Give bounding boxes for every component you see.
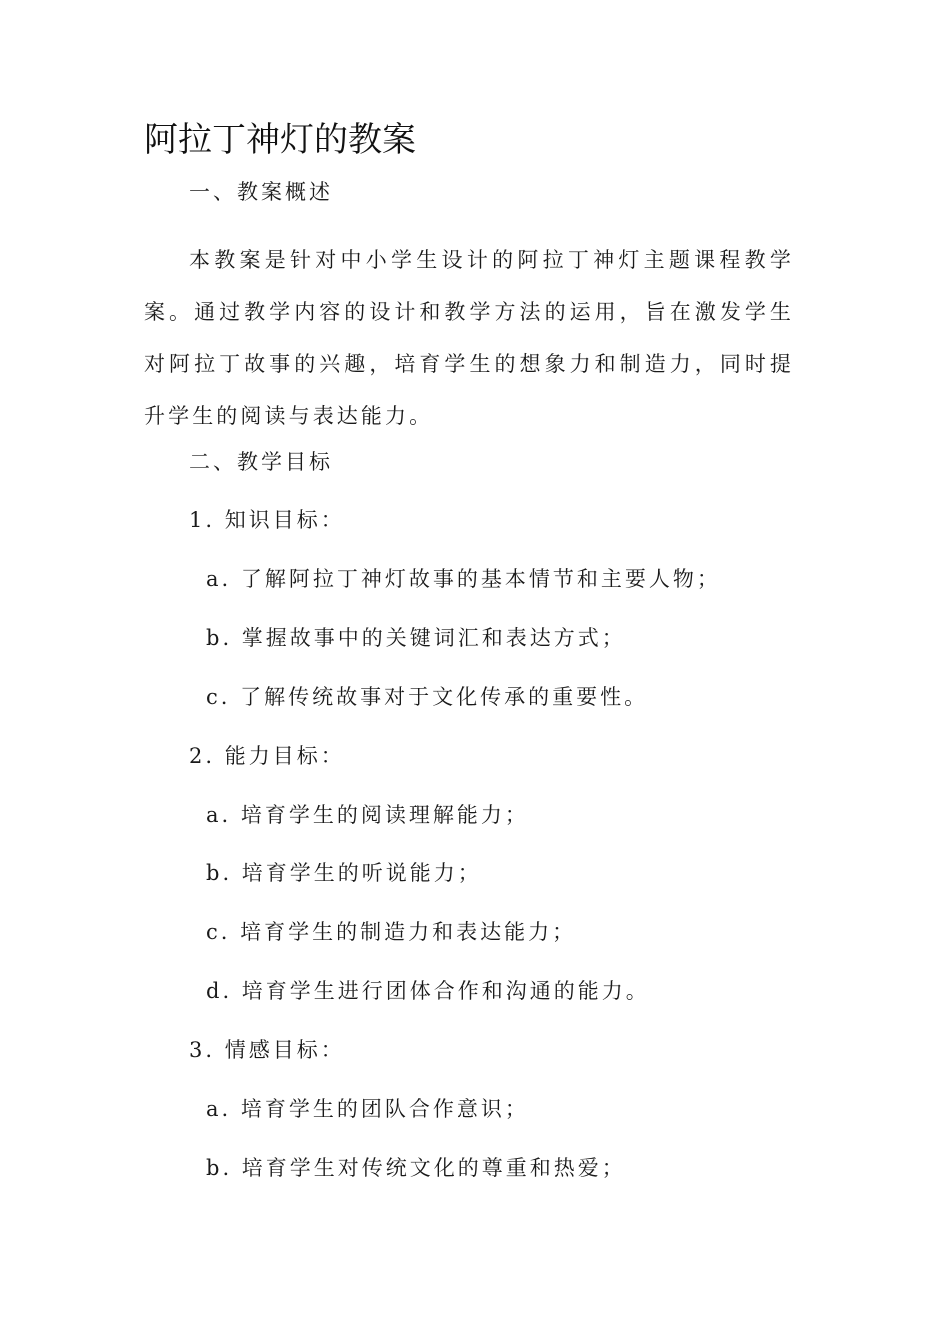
overview-paragraph: 本教案是针对中小学生设计的阿拉丁神灯主题课程教学案。通过教学内容的设计和教学方法的运用，旨在激发学生对阿拉丁故事的兴趣，培育学生的想象力和制造力，同时提升学生的阅读与表达能力。: [144, 248, 794, 428]
goal-label-ability: 2. 能力目标：: [189, 744, 345, 768]
list-item: a. 培育学生的阅读理解能力；: [206, 803, 529, 827]
goal-label-knowledge: 1. 知识目标：: [189, 508, 345, 532]
list-item: c. 了解传统故事对于文化传承的重要性。: [206, 685, 649, 709]
document-title: 阿拉丁神灯的教案: [144, 120, 416, 160]
goal-label-emotion: 3. 情感目标：: [189, 1038, 345, 1062]
section-heading-overview: 一、教案概述: [189, 180, 333, 204]
list-item: b. 掌握故事中的关键词汇和表达方式；: [206, 626, 626, 650]
list-item: b. 培育学生的听说能力；: [206, 861, 482, 885]
section-heading-goals: 二、教学目标: [189, 450, 333, 474]
list-item: c. 培育学生的制造力和表达能力；: [206, 920, 577, 944]
list-item: b. 培育学生对传统文化的尊重和热爱；: [206, 1156, 626, 1180]
list-item: d. 培育学生进行团体合作和沟通的能力。: [206, 979, 650, 1003]
list-item: a. 培育学生的团队合作意识；: [206, 1097, 529, 1121]
list-item: a. 了解阿拉丁神灯故事的基本情节和主要人物；: [206, 567, 721, 591]
